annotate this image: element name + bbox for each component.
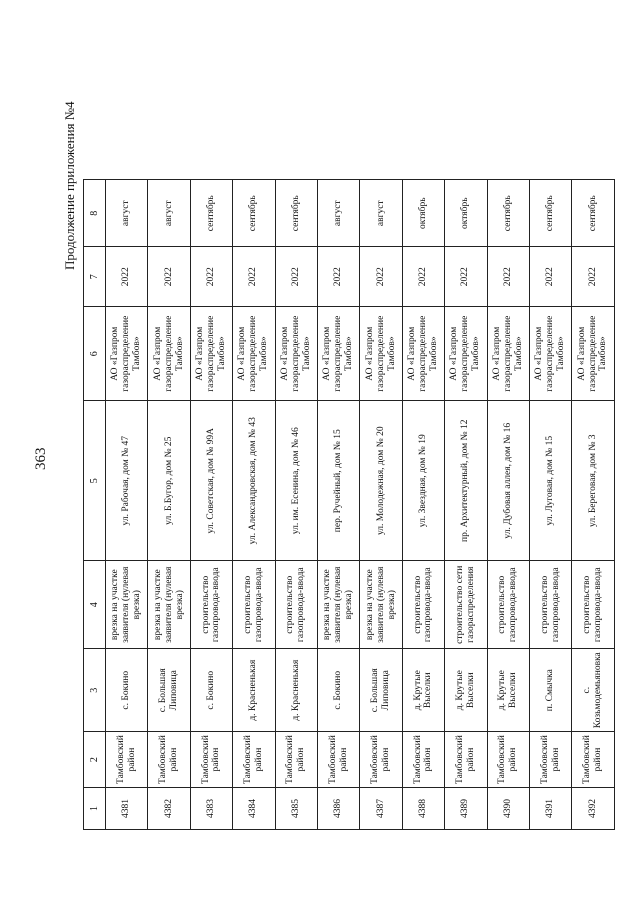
locality-cell: п. Смычка: [529, 649, 571, 732]
table-row: [572, 180, 614, 830]
row-number-cell: 4389: [445, 788, 487, 830]
address-cell: ул. Рабочая, дом № 47: [106, 401, 148, 561]
work-type-cell: врезка на участке заявителя (нулевая врезка): [360, 561, 402, 649]
header-cell: 1: [84, 788, 106, 830]
organization-cell: АО «Газпром газораспределение Тамбов»: [487, 307, 529, 401]
row-number-cell: 4392: [572, 788, 614, 830]
organization-cell: АО «Газпром газораспределение Тамбов»: [317, 307, 359, 401]
district-cell: Тамбовский район: [487, 732, 529, 788]
month-cell: октябрь: [402, 180, 444, 247]
page-number: 363: [33, 447, 49, 470]
month-cell: сентябрь: [190, 180, 232, 247]
locality-cell: с. Большая Липовица: [360, 649, 402, 732]
row-number-cell: 4385: [275, 788, 317, 830]
organization-cell: АО «Газпром газораспределение Тамбов»: [275, 307, 317, 401]
year-cell: 2022: [233, 247, 275, 307]
organization-cell: АО «Газпром газораспределение Тамбов»: [233, 307, 275, 401]
organization-cell: АО «Газпром газораспределение Тамбов»: [106, 307, 148, 401]
locality-cell: с. Бокино: [317, 649, 359, 732]
work-type-cell: строительство газопровода-ввода: [275, 561, 317, 649]
table-row: [190, 180, 232, 830]
year-cell: 2022: [487, 247, 529, 307]
row-number-cell: 4391: [529, 788, 571, 830]
row-number-cell: 4382: [148, 788, 190, 830]
month-cell: сентябрь: [487, 180, 529, 247]
header-cell: 8: [84, 180, 106, 247]
year-cell: 2022: [360, 247, 402, 307]
row-number-cell: 4387: [360, 788, 402, 830]
organization-cell: АО «Газпром газораспределение Тамбов»: [360, 307, 402, 401]
district-cell: Тамбовский район: [190, 732, 232, 788]
year-cell: 2022: [275, 247, 317, 307]
work-type-cell: врезка на участке заявителя (нулевая врезка): [317, 561, 359, 649]
year-cell: 2022: [445, 247, 487, 307]
work-type-cell: врезка на участке заявителя (нулевая врезка): [106, 561, 148, 649]
locality-cell: д. Крутые Выселки: [487, 649, 529, 732]
row-number-cell: 4390: [487, 788, 529, 830]
address-cell: ул. Дубовая аллея, дом № 16: [487, 401, 529, 561]
district-cell: Тамбовский район: [529, 732, 571, 788]
header-cell: 2: [84, 732, 106, 788]
month-cell: октябрь: [445, 180, 487, 247]
address-cell: ул. Звездная, дом № 19: [402, 401, 444, 561]
locality-cell: с. Бокино: [106, 649, 148, 732]
row-number-cell: 4388: [402, 788, 444, 830]
table-row: [360, 180, 402, 830]
data-table: [83, 179, 615, 830]
locality-cell: д. Красненькая: [233, 649, 275, 732]
locality-cell: д. Крутые Выселки: [402, 649, 444, 732]
month-cell: сентябрь: [275, 180, 317, 247]
address-cell: ул. им. Есенина, дом № 46: [275, 401, 317, 561]
district-cell: Тамбовский район: [233, 732, 275, 788]
table-row: [317, 180, 359, 830]
district-cell: Тамбовский район: [360, 732, 402, 788]
address-cell: ул. Советская, дом № 99А: [190, 401, 232, 561]
row-number-cell: 4384: [233, 788, 275, 830]
district-cell: Тамбовский район: [106, 732, 148, 788]
district-cell: Тамбовский район: [445, 732, 487, 788]
locality-cell: с. Козьмодемьяновка: [572, 649, 614, 732]
year-cell: 2022: [190, 247, 232, 307]
address-cell: пр. Архитектурный, дом № 12: [445, 401, 487, 561]
row-number-cell: 4386: [317, 788, 359, 830]
header-cell: 6: [84, 307, 106, 401]
month-cell: август: [148, 180, 190, 247]
month-cell: август: [317, 180, 359, 247]
table-row: [275, 180, 317, 830]
district-cell: Тамбовский район: [572, 732, 614, 788]
address-cell: ул. Молодежная, дом № 20: [360, 401, 402, 561]
work-type-cell: строительство газопровода-ввода: [233, 561, 275, 649]
district-cell: Тамбовский район: [402, 732, 444, 788]
district-cell: Тамбовский район: [148, 732, 190, 788]
organization-cell: АО «Газпром газораспределение Тамбов»: [572, 307, 614, 401]
district-cell: Тамбовский район: [275, 732, 317, 788]
table-row: [402, 180, 444, 830]
table-row: [106, 180, 148, 830]
year-cell: 2022: [106, 247, 148, 307]
address-cell: ул. Б.Бугор, дом № 25: [148, 401, 190, 561]
work-type-cell: строительство газопровода-ввода: [190, 561, 232, 649]
year-cell: 2022: [148, 247, 190, 307]
work-type-cell: строительство газопровода-ввода: [402, 561, 444, 649]
year-cell: 2022: [572, 247, 614, 307]
organization-cell: АО «Газпром газораспределение Тамбов»: [529, 307, 571, 401]
work-type-cell: строительство газопровода-ввода: [487, 561, 529, 649]
table-row: [487, 180, 529, 830]
row-number-cell: 4383: [190, 788, 232, 830]
month-cell: сентябрь: [233, 180, 275, 247]
year-cell: 2022: [529, 247, 571, 307]
locality-cell: с. Бокино: [190, 649, 232, 732]
organization-cell: АО «Газпром газораспределение Тамбов»: [402, 307, 444, 401]
header-cell: 7: [84, 247, 106, 307]
work-type-cell: строительство газопровода-ввода: [572, 561, 614, 649]
locality-cell: с. Большая Липовица: [148, 649, 190, 732]
table-row: [445, 180, 487, 830]
locality-cell: д. Крутые Выселки: [445, 649, 487, 732]
work-type-cell: врезка на участке заявителя (нулевая врезка): [148, 561, 190, 649]
organization-cell: АО «Газпром газораспределение Тамбов»: [148, 307, 190, 401]
district-cell: Тамбовский район: [317, 732, 359, 788]
header-cell: 5: [84, 401, 106, 561]
row-number-cell: 4381: [106, 788, 148, 830]
month-cell: сентябрь: [529, 180, 571, 247]
month-cell: август: [106, 180, 148, 247]
address-cell: ул. Луговая, дом № 15: [529, 401, 571, 561]
header-cell: 3: [84, 649, 106, 732]
appendix-title: Продолжение приложения №4: [62, 101, 77, 270]
address-cell: ул. Александровская, дом № 43: [233, 401, 275, 561]
work-type-cell: строительство сети газораспределения: [445, 561, 487, 649]
table-row: [148, 180, 190, 830]
year-cell: 2022: [317, 247, 359, 307]
organization-cell: АО «Газпром газораспределение Тамбов»: [445, 307, 487, 401]
header-cell: 4: [84, 561, 106, 649]
month-cell: август: [360, 180, 402, 247]
table-header-row: [84, 180, 106, 830]
address-cell: ул. Береговая, дом № 3: [572, 401, 614, 561]
organization-cell: АО «Газпром газораспределение Тамбов»: [190, 307, 232, 401]
month-cell: сентябрь: [572, 180, 614, 247]
address-cell: пер. Ручейный, дом № 15: [317, 401, 359, 561]
work-type-cell: строительство газопровода-ввода: [529, 561, 571, 649]
table-row: [233, 180, 275, 830]
year-cell: 2022: [402, 247, 444, 307]
locality-cell: д. Красненькая: [275, 649, 317, 732]
table-row: [529, 180, 571, 830]
